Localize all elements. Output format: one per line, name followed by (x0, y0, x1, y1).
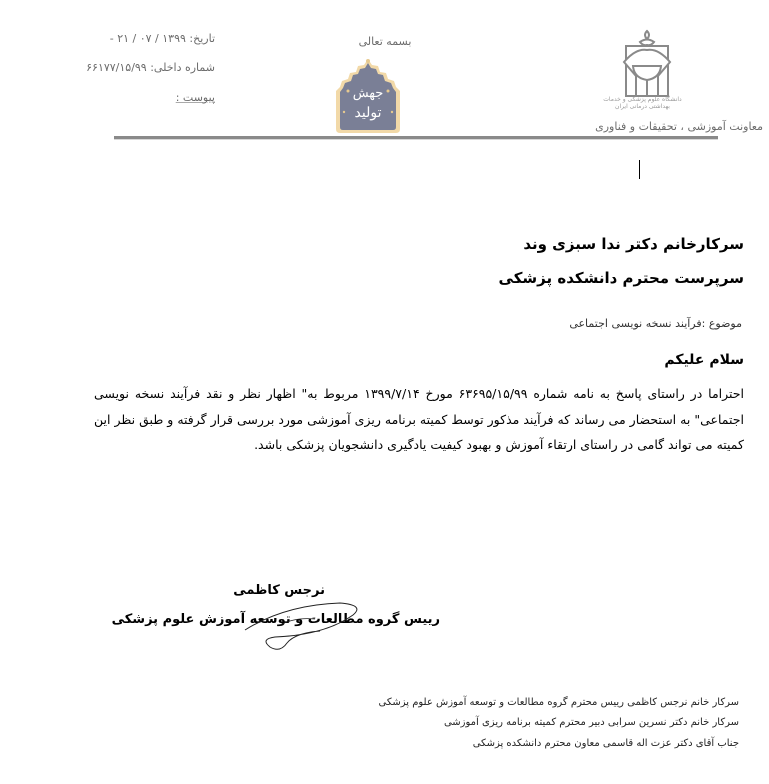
letter-body: احتراما در راستای پاسخ به نامه شماره ۶۳۶۹۵/۱۵/۹۹ مورخ ۱۳۹۹/۷/۱۴ مربوط به" اظهار نظر و نقد فرآیند نسخه نویسی اجتماعی" به استحضار می رساند که فرآیند مذکور توسط کمیته برنامه ریزی آموزشی مورد بررسی قرار گرفته و طبق نظر این کمیته می تواند گامی در راستای ارتقاء آموزش و بهبود کیفیت یادگیری دانشجویان پزشکی باشد. (94, 386, 744, 452)
letter-number (86, 61, 215, 74)
signatory-title: رییس گروه مطالعات و توسعه آموزش علوم پزشکی (111, 612, 440, 627)
cc-recipient: سرکار خانم دکتر نسرین سرابی دبیر محترم کمیته برنامه ریزی آموزشی (443, 717, 739, 728)
date-label: تاریخ: (189, 32, 215, 45)
emblem-text-top: جهش (352, 86, 384, 101)
department-name: معاونت آموزشی ، تحقیقات و فناوری (595, 120, 763, 133)
production-leap-emblem (334, 57, 402, 135)
logo-caption: دانشگاه علوم پزشکی و خدمات بهداشتی درمانی ایران (603, 96, 682, 110)
signatory-name: نرجس کاظمی (233, 583, 325, 598)
date-value: ۱۳۹۹ / ۰۷ / ۲۱ - (109, 32, 186, 45)
number-label: شماره داخلی: (150, 61, 215, 74)
bismillah: بسمه تعالی (358, 35, 412, 48)
header-divider-shadow (114, 139, 718, 140)
text-cursor (639, 160, 640, 179)
addressee-title: سرپرست محترم دانشکده پزشکی (498, 269, 744, 287)
handwritten-signature (225, 595, 370, 653)
emblem-text-bottom: تولید (354, 105, 382, 121)
attachment-label: پیوست : (175, 91, 215, 104)
greeting: سلام علیکم (664, 352, 744, 368)
number-value: ۶۶۱۷۷/۱۵/۹۹ (86, 61, 147, 74)
addressee-name: سرکارخانم دکتر ندا سبزی وند (523, 235, 744, 253)
letter-date (110, 32, 215, 45)
cc-recipient: جناب آقای دکتر عزت اله قاسمی معاون محترم دانشکده پزشکی (472, 738, 739, 749)
subject-line: موضوع :فرآیند نسخه نویسی اجتماعی (569, 317, 742, 330)
cc-recipient: سرکار خانم نرجس کاظمی رییس محترم گروه مطالعات و توسعه آموزش علوم پزشکی (378, 697, 739, 708)
